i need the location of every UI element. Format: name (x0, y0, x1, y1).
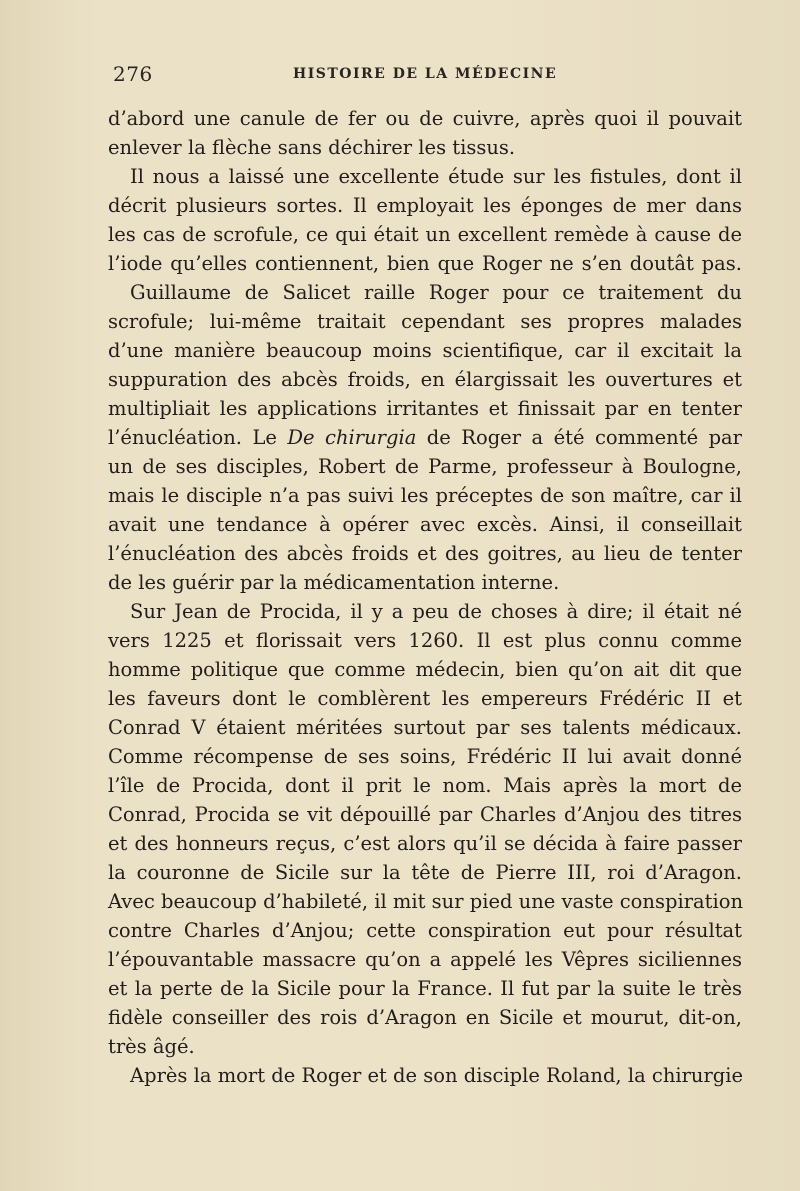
text-line: scrofule; lui-même traitait cependant ses propres malades (108, 310, 742, 333)
text-line: suppuration des abcès froids, en élargissait les ouvertures et (108, 368, 742, 391)
text-line: contre Charles d’Anjou; cette conspiration eut pour résultat (108, 919, 742, 942)
page-header (113, 62, 738, 92)
text-line: très âgé. (108, 1035, 195, 1058)
text-line: fidèle conseiller des rois d’Aragon en Sicile et mourut, dit-on, (108, 1006, 742, 1029)
text-line: l’épouvantable massacre qu’on a appelé les Vêpres siciliennes (108, 948, 742, 971)
text-line: les cas de scrofule, ce qui était un excellent remède à cause de (108, 223, 742, 246)
text-line: et la perte de la Sicile pour la France. Il fut par la suite le très (108, 977, 742, 1000)
text-line: Guillaume de Salicet raille Roger pour ce traitement du (130, 281, 742, 304)
text-line: d’une manière beaucoup moins scientifique, car il excitait la (108, 339, 742, 362)
text-line: et des honneurs reçus, c’est alors qu’il se décida à faire passer (108, 832, 742, 855)
text-line: Avec beaucoup d’habileté, il mit sur pied une vaste conspiration (108, 890, 744, 913)
text-line: Après la mort de Roger et de son disciple Roland, la chirurgie (130, 1064, 744, 1087)
text-line: l’énucléation des abcès froids et des goitres, au lieu de tenter (108, 542, 742, 565)
page-number: 276 (113, 62, 153, 86)
text-line: Comme récompense de ses soins, Frédéric II lui avait donné (108, 745, 742, 768)
text-line: mais le disciple n’a pas suivi les préceptes de son maître, car il (108, 484, 742, 507)
text-line: l’énucléation. Le De chirurgia de Roger a été commenté par (108, 426, 743, 449)
text-line: multipliait les applications irritantes et finissait par en tenter (108, 397, 742, 420)
text-line: Conrad V étaient méritées surtout par ses talents médicaux. (108, 716, 742, 739)
text-line: d’abord une canule de fer ou de cuivre, après quoi il pouvait (108, 107, 742, 130)
text-line: décrit plusieurs sortes. Il employait les éponges de mer dans (108, 194, 742, 217)
running-title: HISTOIRE DE LA MÉDECINE (293, 66, 558, 82)
text-line: l’île de Procida, dont il prit le nom. Mais après la mort de (108, 774, 742, 797)
text-line: Il nous a laissé une excellente étude sur les fistules, dont il (130, 165, 742, 188)
text-line: les faveurs dont le comblèrent les empereurs Frédéric II et (108, 687, 742, 710)
text-line: vers 1225 et florissait vers 1260. Il est plus connu comme (108, 629, 742, 652)
body-text (108, 104, 742, 1090)
text-line: de les guérir par la médicamentation interne. (108, 571, 560, 594)
text-line: Sur Jean de Procida, il y a peu de choses à dire; il était né (130, 600, 742, 623)
text-line: la couronne de Sicile sur la tête de Pierre III, roi d’Aragon. (108, 861, 742, 884)
text-line: un de ses disciples, Robert de Parme, professeur à Boulogne, (108, 455, 742, 478)
text-line: enlever la flèche sans déchirer les tissus. (108, 136, 516, 159)
text-line: avait une tendance à opérer avec excès. Ainsi, il conseillait (108, 513, 742, 536)
text-line: Conrad, Procida se vit dépouillé par Charles d’Anjou des titres (108, 803, 742, 826)
text-line: homme politique que comme médecin, bien qu’on ait dit que (108, 658, 742, 681)
text-line: l’iode qu’elles contiennent, bien que Roger ne s’en doutât pas. (108, 252, 742, 275)
